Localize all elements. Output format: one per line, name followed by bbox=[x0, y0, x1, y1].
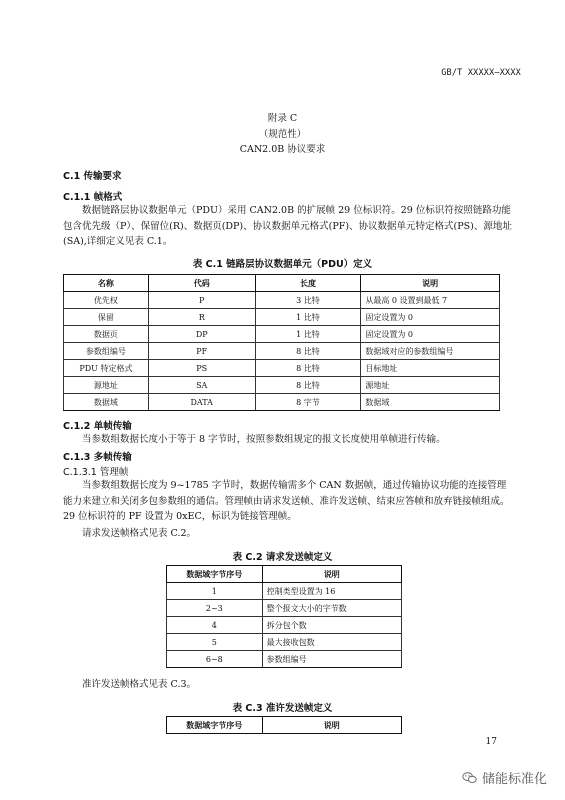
appendix-nature: （规范性） bbox=[258, 129, 307, 140]
table-header-cell: 代码 bbox=[148, 275, 255, 292]
table-header-cell: 长度 bbox=[255, 275, 361, 292]
table-cell: 8 比特 bbox=[255, 343, 361, 360]
table-row bbox=[167, 651, 402, 668]
table-cell: 1 比特 bbox=[255, 326, 361, 343]
table-c2-caption: 表 C.2 请求发送帧定义 bbox=[232, 552, 333, 563]
appendix-name: CAN2.0B 协议要求 bbox=[239, 144, 326, 155]
table-row bbox=[167, 634, 402, 651]
table-cell: DP bbox=[148, 326, 255, 343]
section-c11-heading: C.1.1 帧格式 bbox=[63, 192, 123, 203]
table-cell: 最大接收包数 bbox=[262, 634, 401, 651]
table-cell: 3 比特 bbox=[255, 292, 361, 309]
table-cell: 源地址 bbox=[361, 377, 500, 394]
table-cell: 整个报文大小的字节数 bbox=[262, 600, 401, 617]
table-cell: 保留 bbox=[64, 309, 149, 326]
table-header-cell: 数据域字节序号 bbox=[167, 566, 263, 583]
table-cell: PF bbox=[148, 343, 255, 360]
table-row bbox=[167, 617, 402, 634]
table-row bbox=[64, 343, 500, 360]
table-row bbox=[64, 394, 500, 411]
section-c131-body: 当参数组数据长度为 9~1785 字节时，数据传输需多个 CAN 数据帧，通过传输协议功能的连接管理能力来建立和关闭多包参数组的通信。管理帧由请求发送帧、准许发送帧、结束应答帧和放弃链接帧组成。29 位标识符的 PF 设置为 0xEC，标识为链接管理帧。 bbox=[63, 480, 510, 522]
watermark-text: 储能标准化 bbox=[481, 772, 547, 787]
table-cell: 固定设置为 0 bbox=[361, 326, 500, 343]
table-cell: 8 比特 bbox=[255, 377, 361, 394]
table-header-cell: 名称 bbox=[64, 275, 149, 292]
table-row bbox=[64, 292, 500, 309]
wechat-icon bbox=[462, 772, 477, 784]
table-cell: 拆分包个数 bbox=[262, 617, 401, 634]
table-cell: 8 比特 bbox=[255, 360, 361, 377]
table-cell: 目标地址 bbox=[361, 360, 500, 377]
table-c2 bbox=[166, 565, 402, 668]
table-cell: 数据域对应的参数组编号 bbox=[361, 343, 500, 360]
section-c1-heading: C.1 传输要求 bbox=[63, 171, 122, 182]
table-cell: DATA bbox=[148, 394, 255, 411]
table-c2-reference: 请求发送帧格式见表 C.2。 bbox=[82, 528, 197, 539]
table-row bbox=[167, 583, 402, 600]
table-cell: 数据页 bbox=[64, 326, 149, 343]
table-cell: 数据域 bbox=[64, 394, 149, 411]
section-c11-body: 数据链路层协议数据单元（PDU）采用 CAN2.0B 的扩展帧 29 位标识符。29 位标识符按照链路功能包含优先级（P）、保留位(R)、数据页(DP)、协议数据单元格式(PF)、协议数据单元特定格式(PS)、源地址(SA),详细定义见表 C.1。 bbox=[63, 205, 512, 247]
table-header-cell: 说明 bbox=[262, 566, 401, 583]
table-cell: 从最高 0 设置到最低 7 bbox=[361, 292, 500, 309]
table-cell: 参数组编号 bbox=[64, 343, 149, 360]
table-cell: 优先权 bbox=[64, 292, 149, 309]
table-row bbox=[167, 600, 402, 617]
table-header-row bbox=[64, 275, 500, 292]
table-cell: 5 bbox=[167, 634, 263, 651]
table-cell: 1 bbox=[167, 583, 263, 600]
table-c1 bbox=[63, 274, 500, 411]
section-c13-heading: C.1.3 多帧传输 bbox=[63, 452, 132, 463]
table-c1-caption: 表 C.1 链路层协议数据单元（PDU）定义 bbox=[192, 259, 373, 270]
table-cell: PDU 特定格式 bbox=[64, 360, 149, 377]
table-header-cell: 说明 bbox=[361, 275, 500, 292]
table-cell: 参数组编号 bbox=[262, 651, 401, 668]
table-row bbox=[64, 377, 500, 394]
table-cell: R bbox=[148, 309, 255, 326]
table-header-row bbox=[167, 566, 402, 583]
appendix-title: 附录 C bbox=[267, 113, 298, 124]
table-header-cell: 数据域字节序号 bbox=[167, 717, 263, 734]
table-c3 bbox=[166, 716, 402, 734]
table-cell: PS bbox=[148, 360, 255, 377]
table-row bbox=[64, 309, 500, 326]
section-c12-body: 当参数组数据长度小于等于 8 字节时，按照参数组规定的报文长度使用单帧进行传输。 bbox=[82, 434, 446, 445]
table-header-row bbox=[167, 717, 402, 734]
table-row bbox=[64, 326, 500, 343]
standard-code: GB/T XXXXX—XXXX bbox=[441, 68, 521, 78]
table-cell: 控制类型设置为 16 bbox=[262, 583, 401, 600]
watermark bbox=[462, 768, 547, 787]
table-cell: 1 比特 bbox=[255, 309, 361, 326]
table-cell: 固定设置为 0 bbox=[361, 309, 500, 326]
table-cell: P bbox=[148, 292, 255, 309]
table-cell: 数据域 bbox=[361, 394, 500, 411]
table-c3-reference: 准许发送帧格式见表 C.3。 bbox=[82, 679, 197, 690]
section-c12-heading: C.1.2 单帧传输 bbox=[63, 421, 132, 432]
table-header-cell: 说明 bbox=[262, 717, 401, 734]
table-cell: 4 bbox=[167, 617, 263, 634]
table-row bbox=[64, 360, 500, 377]
table-cell: SA bbox=[148, 377, 255, 394]
page-number: 17 bbox=[485, 737, 497, 747]
table-cell: 6~8 bbox=[167, 651, 263, 668]
section-c131-heading: C.1.3.1 管理帧 bbox=[63, 467, 129, 478]
table-cell: 8 字节 bbox=[255, 394, 361, 411]
table-cell: 2~3 bbox=[167, 600, 263, 617]
table-c3-caption: 表 C.3 准许发送帧定义 bbox=[232, 703, 333, 714]
table-cell: 源地址 bbox=[64, 377, 149, 394]
